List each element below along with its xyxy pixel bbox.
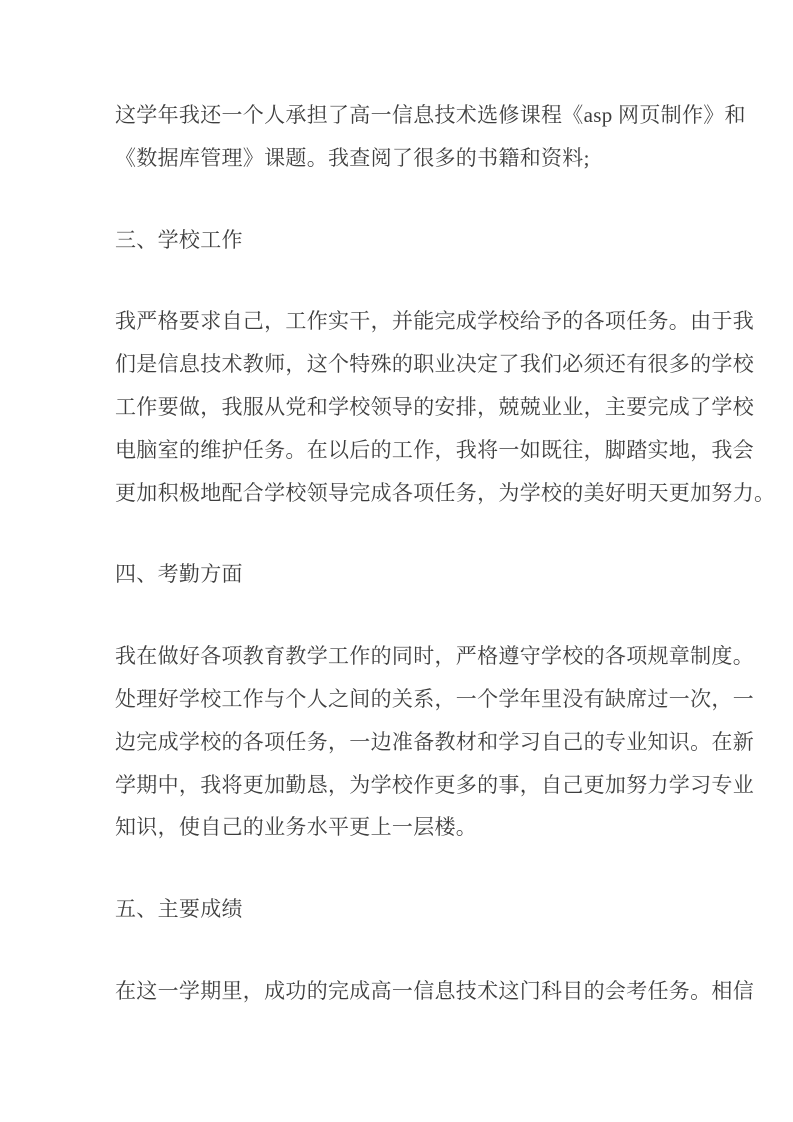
heading-line: 五、主要成绩 bbox=[115, 897, 243, 922]
text-line: 在这一学期里，成功的完成高一信息技术这门科目的会考任务。相信 bbox=[115, 978, 754, 1003]
paragraph-achievements bbox=[115, 970, 754, 1013]
text-line: 我在做好各项教育教学工作的同时，严格遵守学校的各项规章制度。 bbox=[115, 644, 754, 669]
text-line: 学期中，我将更加勤恳，为学校作更多的事，自己更加努力学习专业 bbox=[115, 772, 754, 797]
text-line: 这学年我还一个人承担了高一信息技术选修课程《asp 网页制作》和 bbox=[115, 103, 746, 127]
heading-line: 四、考勤方面 bbox=[115, 562, 243, 587]
heading-line: 三、学校工作 bbox=[115, 227, 243, 252]
section-heading-school-work bbox=[115, 219, 705, 262]
text-line: 电脑室的维护任务。在以后的工作，我将一如既往，脚踏实地，我会 bbox=[115, 437, 754, 462]
text-line: 我严格要求自己，工作实干，并能完成学校给予的各项任务。由于我 bbox=[115, 309, 754, 334]
text-line: 边完成学校的各项任务，一边准备教材和学习自己的专业知识。在新 bbox=[115, 729, 754, 754]
text-line: 处理好学校工作与个人之间的关系，一个学年里没有缺席过一次，一 bbox=[115, 686, 754, 711]
section-heading-attendance bbox=[115, 553, 705, 596]
text-line: 们是信息技术教师，这个特殊的职业决定了我们必须还有很多的学校 bbox=[115, 352, 754, 377]
text-line: 《数据库管理》课题。我查阅了很多的书籍和资料; bbox=[115, 145, 590, 170]
section-heading-achievements bbox=[115, 888, 705, 931]
text-line: 知识，使自己的业务水平更上一层楼。 bbox=[115, 815, 478, 840]
paragraph-school-work bbox=[115, 300, 776, 514]
paragraph-course-work bbox=[115, 94, 746, 180]
text-line: 工作要做，我服从党和学校领导的安排，兢兢业业，主要完成了学校 bbox=[115, 394, 754, 419]
text-line: 更加积极地配合学校领导完成各项任务，为学校的美好明天更加努力。 bbox=[115, 480, 776, 505]
paragraph-attendance bbox=[115, 635, 754, 849]
